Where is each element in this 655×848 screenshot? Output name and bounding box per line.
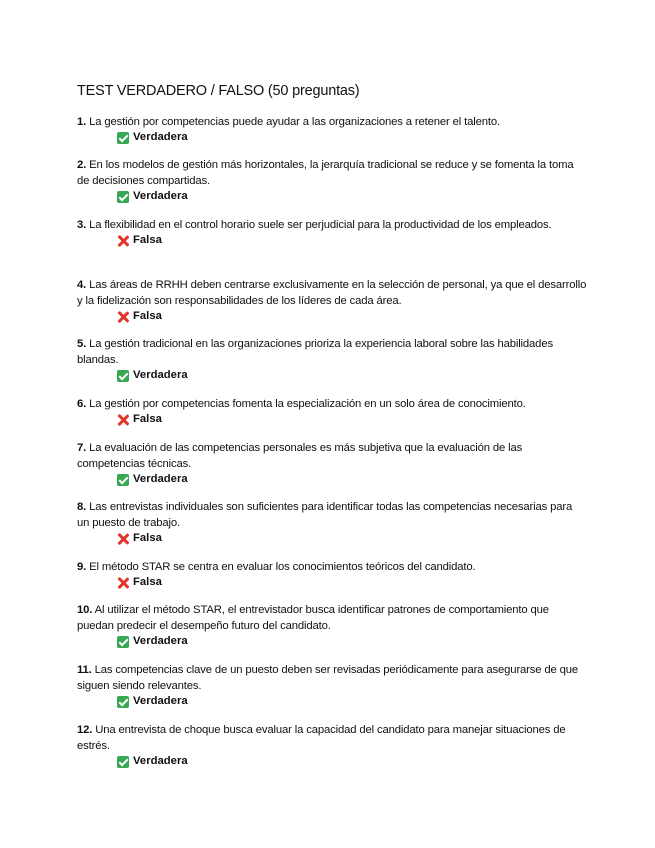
question-text (77, 217, 587, 233)
check-mark-icon (117, 636, 129, 648)
answer-line (117, 472, 587, 487)
question-text (77, 440, 587, 472)
answer-line (117, 694, 587, 709)
answer-label: Falsa (133, 234, 162, 246)
question-statement: La flexibilidad en el control horario suele ser perjudicial para la productividad de los empleados. (89, 219, 552, 231)
answer-label: Verdadera (133, 131, 188, 143)
question-item (77, 114, 587, 145)
question-text (77, 336, 587, 368)
question-number: 5. (77, 338, 87, 350)
question-number: 3. (77, 219, 87, 231)
question-statement: La gestión por competencias puede ayudar a las organizaciones a retener el talento. (89, 116, 500, 128)
check-mark-icon (117, 132, 129, 144)
answer-line (117, 412, 587, 427)
answer-label: Falsa (133, 532, 162, 544)
question-number: 12. (77, 724, 93, 736)
question-statement: Una entrevista de choque busca evaluar la capacidad del candidato para manejar situaciones de estrés. (77, 724, 566, 752)
check-mark-icon (117, 756, 129, 768)
question-item (77, 602, 587, 649)
question-item (77, 440, 587, 487)
question-number: 4. (77, 279, 87, 291)
question-text (77, 499, 587, 531)
question-statement: El método STAR se centra en evaluar los conocimientos teóricos del candidato. (89, 561, 476, 573)
question-statement: Las entrevistas individuales son suficientes para identificar todas las competencias necesarias para un puesto de trabajo. (77, 501, 573, 529)
question-number: 1. (77, 116, 87, 128)
question-statement: En los modelos de gestión más horizontales, la jerarquía tradicional se reduce y se fomenta la toma de decisiones compartidas. (77, 159, 574, 187)
question-text (77, 602, 587, 634)
check-mark-icon (117, 474, 129, 486)
question-text (77, 396, 587, 412)
answer-line (117, 309, 587, 324)
question-number: 9. (77, 561, 87, 573)
question-number: 2. (77, 159, 87, 171)
cross-mark-icon (117, 533, 129, 545)
question-item (77, 336, 587, 383)
answer-label: Verdadera (133, 369, 188, 381)
answer-line (117, 233, 587, 248)
question-number: 6. (77, 398, 87, 410)
cross-mark-icon (117, 235, 129, 247)
question-text (77, 114, 587, 130)
question-item (77, 396, 587, 427)
check-mark-icon (117, 370, 129, 382)
question-statement: La gestión por competencias fomenta la especialización en un solo área de conocimiento. (89, 398, 526, 410)
answer-label: Falsa (133, 413, 162, 425)
answer-label: Verdadera (133, 755, 188, 767)
question-item (77, 499, 587, 546)
cross-mark-icon (117, 414, 129, 426)
question-number: 7. (77, 442, 87, 454)
answer-label: Verdadera (133, 695, 188, 707)
question-number: 8. (77, 501, 87, 513)
answer-line (117, 634, 587, 649)
check-mark-icon (117, 191, 129, 203)
question-item (77, 157, 587, 204)
check-mark-icon (117, 696, 129, 708)
question-item (77, 722, 587, 769)
document-title: TEST VERDADERO / FALSO (50 preguntas) (77, 83, 360, 99)
question-number: 11. (77, 664, 92, 676)
answer-label: Falsa (133, 576, 162, 588)
cross-mark-icon (117, 311, 129, 323)
question-text (77, 662, 587, 694)
answer-line (117, 575, 587, 590)
question-text (77, 277, 587, 309)
answer-label: Verdadera (133, 635, 188, 647)
question-item (77, 559, 587, 590)
question-statement: Al utilizar el método STAR, el entrevistador busca identificar patrones de comportamiento que puedan predecir el desempeño futuro del candidato. (77, 604, 549, 632)
question-item (77, 277, 587, 324)
answer-line (117, 531, 587, 546)
answer-label: Verdadera (133, 473, 188, 485)
answer-line (117, 368, 587, 383)
question-text (77, 559, 587, 575)
answer-label: Falsa (133, 310, 162, 322)
question-text (77, 157, 587, 189)
cross-mark-icon (117, 577, 129, 589)
answer-line (117, 189, 587, 204)
question-item (77, 662, 587, 709)
answer-line (117, 130, 587, 145)
answer-label: Verdadera (133, 190, 188, 202)
question-statement: La gestión tradicional en las organizaciones prioriza la experiencia laboral sobre las habilidades blandas. (77, 338, 553, 366)
question-statement: Las competencias clave de un puesto deben ser revisadas periódicamente para asegurarse de que siguen siendo relevantes. (77, 664, 579, 692)
question-number: 10. (77, 604, 93, 616)
question-item (77, 217, 587, 248)
question-statement: Las áreas de RRHH deben centrarse exclusivamente en la selección de personal, ya que el desarrollo y la fidelización son responsabilidades de los líderes de cada área. (77, 279, 587, 307)
question-statement: La evaluación de las competencias personales es más subjetiva que la evaluación de las competencias técnicas. (77, 442, 523, 470)
question-text (77, 722, 587, 754)
answer-line (117, 754, 587, 769)
